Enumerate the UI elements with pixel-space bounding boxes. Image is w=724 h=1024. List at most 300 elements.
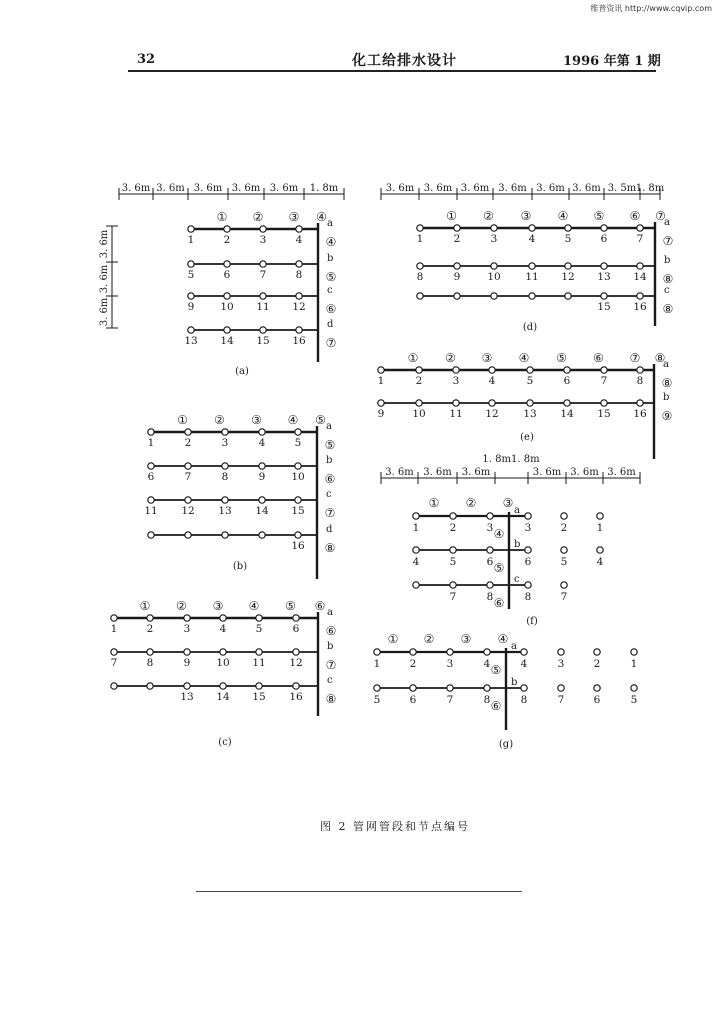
segment-number: ② bbox=[445, 351, 456, 365]
pipe-node bbox=[148, 497, 154, 503]
node-number: 9 bbox=[453, 271, 461, 283]
node-number: 12 bbox=[289, 657, 303, 669]
pipe-node bbox=[637, 367, 643, 373]
segment-number: ② bbox=[252, 210, 264, 224]
node-number: 5 bbox=[560, 556, 568, 568]
node-number: 10 bbox=[220, 301, 234, 313]
node-number: 14 bbox=[216, 691, 230, 703]
segment-number: ④ bbox=[287, 413, 299, 427]
pipe-node bbox=[417, 293, 423, 299]
pipe-node bbox=[259, 532, 265, 538]
dimension-label: 3. 6m bbox=[121, 183, 151, 194]
node-number: 4 bbox=[219, 623, 227, 635]
segment-number: ⑦ bbox=[629, 351, 641, 365]
node-number: 15 bbox=[256, 335, 270, 347]
pipe-node bbox=[527, 367, 533, 373]
segment-number: ⑤ bbox=[285, 599, 296, 613]
diagram-label: (d) bbox=[522, 322, 538, 333]
pipe-node bbox=[601, 263, 607, 269]
node-number: 7 bbox=[259, 269, 267, 281]
node-number: 15 bbox=[291, 505, 305, 517]
pipe-node bbox=[631, 649, 637, 655]
pipe-node bbox=[220, 649, 226, 655]
pipe-node bbox=[378, 367, 384, 373]
pipe-node bbox=[256, 615, 262, 621]
node-number: 16 bbox=[289, 691, 303, 703]
diagram-label: (g) bbox=[498, 739, 514, 750]
dimension-label: 3. 6m bbox=[423, 467, 452, 478]
node-number: 2 bbox=[560, 522, 568, 534]
pipe-node bbox=[454, 263, 460, 269]
bottom-rule bbox=[196, 891, 522, 892]
pipe-node bbox=[147, 649, 153, 655]
node-number: 9 bbox=[187, 301, 195, 313]
pipe-node bbox=[564, 367, 570, 373]
node-number: 16 bbox=[633, 301, 647, 313]
dimension-label: 3. 6m bbox=[231, 183, 261, 194]
pipe-node bbox=[147, 615, 153, 621]
node-number: 1 bbox=[373, 658, 381, 670]
diagram-b bbox=[144, 413, 335, 579]
dimension-label: 3. 6m bbox=[193, 183, 223, 194]
pipe-node bbox=[256, 683, 262, 689]
node-number: 1 bbox=[630, 658, 638, 670]
riser-segment-number: ⑧ bbox=[662, 272, 674, 286]
pipe-node bbox=[637, 293, 643, 299]
pipe-node bbox=[453, 367, 459, 373]
node-number: 10 bbox=[291, 471, 305, 483]
segment-number: ⑤ bbox=[593, 209, 605, 223]
riser-segment-number: ⑥ bbox=[493, 596, 505, 610]
node-number: 13 bbox=[184, 335, 198, 347]
node-number: 3 bbox=[446, 658, 454, 670]
pipe-node bbox=[565, 293, 571, 299]
junction-letter: a bbox=[327, 607, 333, 618]
dimension-label: 3. 6m bbox=[385, 183, 415, 194]
pipe-node bbox=[594, 685, 600, 691]
dimension-label: 3. 6m bbox=[269, 183, 299, 194]
segment-number: ④ bbox=[316, 210, 327, 224]
diagram-e bbox=[378, 351, 673, 459]
segment-number: ④ bbox=[497, 632, 509, 646]
pipe-node bbox=[185, 429, 191, 435]
pipe-node bbox=[293, 649, 299, 655]
pipe-node bbox=[188, 226, 194, 232]
pipe-node bbox=[521, 649, 527, 655]
pipe-node bbox=[222, 497, 228, 503]
node-number: 11 bbox=[144, 505, 158, 517]
dimension-label: 3. 6m bbox=[460, 183, 490, 194]
node-number: 7 bbox=[184, 471, 192, 483]
pipe-node bbox=[220, 683, 226, 689]
pipe-node bbox=[378, 400, 384, 406]
node-number: 5 bbox=[255, 623, 263, 635]
pipe-node bbox=[222, 463, 228, 469]
dimension-label: 3. 6m bbox=[423, 183, 453, 194]
node-number: 6 bbox=[409, 694, 417, 706]
node-number: 4 bbox=[412, 556, 420, 568]
diagram-g bbox=[374, 632, 638, 750]
node-number: 6 bbox=[223, 269, 231, 281]
segment-number: ⑥ bbox=[593, 351, 604, 365]
dimension-label: 3. 6m bbox=[532, 467, 562, 478]
pipe-node bbox=[489, 400, 495, 406]
pipe-node bbox=[111, 615, 117, 621]
dimension-label: 3. 6m bbox=[385, 467, 414, 478]
node-number: 5 bbox=[564, 233, 572, 245]
node-number: 3 bbox=[486, 522, 494, 534]
segment-number: ② bbox=[176, 599, 187, 613]
pipe-node bbox=[148, 532, 154, 538]
pipe-node bbox=[529, 293, 535, 299]
node-number: 4 bbox=[258, 437, 266, 449]
node-number: 2 bbox=[223, 234, 231, 246]
node-number: 8 bbox=[520, 694, 528, 706]
node-number: 13 bbox=[523, 408, 537, 420]
pipe-node bbox=[558, 649, 564, 655]
node-number: 6 bbox=[524, 556, 532, 568]
node-number: 7 bbox=[600, 375, 608, 387]
node-number: 2 bbox=[415, 375, 423, 387]
diagram-c bbox=[111, 599, 337, 748]
pipe-node bbox=[256, 649, 262, 655]
segment-number: ④ bbox=[518, 351, 530, 365]
node-number: 16 bbox=[292, 335, 306, 347]
node-number: 1 bbox=[147, 437, 155, 449]
node-number: 4 bbox=[528, 233, 536, 245]
pipe-node bbox=[491, 225, 497, 231]
pipe-node bbox=[484, 649, 490, 655]
node-number: 6 bbox=[147, 471, 155, 483]
junction-letter: b bbox=[511, 677, 518, 688]
junction-letter: c bbox=[327, 285, 333, 296]
pipe-node bbox=[447, 685, 453, 691]
pipe-node bbox=[521, 685, 527, 691]
segment-number: ③ bbox=[251, 413, 262, 427]
pipe-node bbox=[260, 226, 266, 232]
node-number: 3 bbox=[490, 233, 498, 245]
node-number: 12 bbox=[292, 301, 306, 313]
node-number: 14 bbox=[255, 505, 269, 517]
node-number: 2 bbox=[184, 437, 192, 449]
node-number: 12 bbox=[561, 271, 575, 283]
pipe-node bbox=[637, 225, 643, 231]
pipe-node bbox=[374, 685, 380, 691]
pipe-node bbox=[148, 463, 154, 469]
pipe-node bbox=[561, 582, 567, 588]
node-number: 8 bbox=[221, 471, 229, 483]
pipe-node bbox=[224, 293, 230, 299]
node-number: 2 bbox=[449, 522, 457, 534]
segment-number: ⑤ bbox=[315, 413, 326, 427]
node-number: 6 bbox=[600, 233, 608, 245]
pipe-node bbox=[561, 547, 567, 553]
vertical-dimension-label: 3. 6m bbox=[99, 229, 110, 259]
pipe-node bbox=[147, 683, 153, 689]
node-number: 10 bbox=[412, 408, 426, 420]
node-number: 9 bbox=[183, 657, 191, 669]
pipe-node bbox=[296, 261, 302, 267]
junction-letter: c bbox=[664, 285, 670, 296]
pipe-node bbox=[487, 547, 493, 553]
node-number: 4 bbox=[483, 658, 491, 670]
pipe-node bbox=[111, 683, 117, 689]
pipe-node bbox=[184, 649, 190, 655]
pipe-node bbox=[224, 261, 230, 267]
riser-segment-number: ⑥ bbox=[490, 699, 502, 713]
node-number: 13 bbox=[218, 505, 232, 517]
node-number: 6 bbox=[292, 623, 300, 635]
node-number: 7 bbox=[560, 591, 568, 603]
node-number: 3 bbox=[259, 234, 267, 246]
pipe-node bbox=[454, 293, 460, 299]
segment-number: ① bbox=[216, 210, 228, 224]
pipe-node bbox=[184, 683, 190, 689]
junction-letter: b bbox=[326, 455, 333, 466]
issue-label: 1996 年第 1 期 bbox=[563, 54, 661, 69]
pipe-node bbox=[487, 582, 493, 588]
node-number: 11 bbox=[256, 301, 270, 313]
pipe-node bbox=[484, 685, 490, 691]
node-number: 10 bbox=[487, 271, 501, 283]
node-number: 1 bbox=[110, 623, 118, 635]
junction-letter: a bbox=[663, 359, 669, 370]
figure-caption: 图 2 管网管段和节点编号 bbox=[320, 820, 470, 833]
pipe-node bbox=[111, 649, 117, 655]
riser-segment-number: ⑤ bbox=[325, 270, 337, 284]
segment-number: ① bbox=[387, 632, 399, 646]
journal-title: 化工给排水设计 bbox=[352, 53, 457, 69]
node-number: 4 bbox=[488, 375, 496, 387]
pipe-node bbox=[416, 367, 422, 373]
segment-number: ① bbox=[446, 209, 457, 223]
pipe-node bbox=[188, 327, 194, 333]
vertical-dimension-label: 3. 6m bbox=[99, 297, 110, 327]
pipe-node bbox=[417, 263, 423, 269]
segment-number: ⑧ bbox=[654, 351, 666, 365]
node-number: 15 bbox=[252, 691, 266, 703]
vertical-dimension-label: 3. 6m bbox=[99, 264, 110, 294]
riser-segment-number: ⑧ bbox=[661, 376, 673, 390]
node-number: 5 bbox=[630, 694, 638, 706]
pipe-node bbox=[491, 263, 497, 269]
segment-number: ④ bbox=[557, 209, 569, 223]
pipe-node bbox=[637, 400, 643, 406]
node-number: 4 bbox=[295, 234, 303, 246]
pipe-node bbox=[601, 400, 607, 406]
pipe-node bbox=[564, 400, 570, 406]
pipe-node bbox=[601, 225, 607, 231]
node-number: 3 bbox=[183, 623, 191, 635]
junction-letter: d bbox=[326, 524, 333, 535]
pipe-node bbox=[565, 263, 571, 269]
pipe-node bbox=[454, 225, 460, 231]
pipe-node bbox=[222, 532, 228, 538]
dimension-label: 3. 6m bbox=[570, 467, 599, 478]
pipe-node bbox=[491, 293, 497, 299]
pipe-node bbox=[293, 615, 299, 621]
segment-number: ⑦ bbox=[655, 209, 666, 223]
pipe-node bbox=[148, 429, 154, 435]
node-number: 14 bbox=[633, 271, 647, 283]
pipe-node bbox=[413, 547, 419, 553]
node-number: 11 bbox=[449, 408, 463, 420]
node-number: 7 bbox=[449, 591, 457, 603]
node-number: 3 bbox=[557, 658, 565, 670]
pipe-node bbox=[450, 513, 456, 519]
pipe-node bbox=[259, 463, 265, 469]
segment-number: ② bbox=[483, 209, 494, 223]
node-number: 2 bbox=[453, 233, 461, 245]
segment-number: ④ bbox=[248, 599, 260, 613]
node-number: 5 bbox=[373, 694, 381, 706]
node-number: 9 bbox=[377, 408, 385, 420]
segment-number: ② bbox=[465, 496, 477, 510]
node-number: 13 bbox=[597, 271, 611, 283]
diagram-label: (b) bbox=[232, 561, 248, 572]
pipe-node bbox=[525, 513, 531, 519]
pipe-node bbox=[295, 497, 301, 503]
node-number: 7 bbox=[557, 694, 565, 706]
dimension-label: 3. 6m bbox=[572, 183, 601, 194]
diagram-label: (f) bbox=[526, 616, 538, 627]
pipe-node bbox=[597, 513, 603, 519]
node-number: 12 bbox=[181, 505, 195, 517]
dimension-label: 3. 6m bbox=[607, 467, 636, 478]
pipe-node bbox=[295, 429, 301, 435]
pipe-node bbox=[188, 261, 194, 267]
junction-letter: b bbox=[327, 641, 334, 652]
node-number: 5 bbox=[294, 437, 302, 449]
dimension-label: 3. 5m bbox=[607, 183, 637, 194]
node-number: 5 bbox=[187, 269, 195, 281]
node-number: 13 bbox=[180, 691, 194, 703]
pipe-node bbox=[525, 582, 531, 588]
pipe-node bbox=[447, 649, 453, 655]
node-number: 1 bbox=[187, 234, 195, 246]
pipe-node bbox=[529, 263, 535, 269]
junction-letter: a bbox=[326, 421, 332, 432]
pipe-node bbox=[296, 327, 302, 333]
junction-letter: c bbox=[327, 675, 333, 686]
riser-segment-number: ⑧ bbox=[324, 541, 336, 555]
node-number: 8 bbox=[295, 269, 303, 281]
junction-letter: a bbox=[514, 505, 520, 516]
pipe-node bbox=[260, 327, 266, 333]
junction-letter: b bbox=[327, 253, 334, 264]
pipe-node bbox=[220, 615, 226, 621]
page-number: 32 bbox=[137, 52, 156, 67]
center-dimension-label: 1. 8m1. 8m bbox=[482, 454, 540, 465]
node-number: 2 bbox=[593, 658, 601, 670]
pipe-node bbox=[296, 293, 302, 299]
pipe-node bbox=[527, 400, 533, 406]
node-number: 2 bbox=[146, 623, 154, 635]
node-number: 16 bbox=[291, 540, 305, 552]
segment-number: ⑥ bbox=[314, 599, 326, 613]
node-number: 3 bbox=[452, 375, 460, 387]
segment-number: ③ bbox=[520, 209, 532, 223]
riser-segment-number: ④ bbox=[325, 235, 337, 249]
dimension-label: 3. 6m bbox=[156, 183, 185, 194]
node-number: 5 bbox=[526, 375, 534, 387]
segment-number: ① bbox=[177, 413, 188, 427]
junction-letter: b bbox=[664, 255, 671, 266]
segment-number: ① bbox=[407, 351, 419, 365]
pipe-node bbox=[410, 685, 416, 691]
node-number: 1 bbox=[377, 375, 385, 387]
pipe-node bbox=[637, 263, 643, 269]
node-number: 15 bbox=[597, 408, 611, 420]
dimension-label: 3. 6m bbox=[536, 183, 565, 194]
node-number: 3 bbox=[524, 522, 532, 534]
diagram-label: (c) bbox=[218, 737, 232, 748]
node-number: 8 bbox=[636, 375, 644, 387]
node-number: 12 bbox=[485, 408, 499, 420]
pipe-node bbox=[374, 649, 380, 655]
node-number: 8 bbox=[524, 591, 532, 603]
node-number: 9 bbox=[258, 471, 266, 483]
pipe-node bbox=[260, 261, 266, 267]
riser-segment-number: ⑥ bbox=[325, 302, 337, 316]
junction-letter: c bbox=[326, 489, 332, 500]
riser-segment-number: ⑦ bbox=[325, 658, 337, 672]
node-number: 3 bbox=[221, 437, 229, 449]
node-number: 4 bbox=[520, 658, 528, 670]
node-number: 14 bbox=[560, 408, 574, 420]
pipe-node bbox=[525, 547, 531, 553]
junction-letter: a bbox=[511, 641, 517, 652]
pipe-node bbox=[295, 532, 301, 538]
node-number: 1 bbox=[412, 522, 420, 534]
pipe-node bbox=[489, 367, 495, 373]
junction-letter: a bbox=[327, 218, 333, 229]
node-number: 15 bbox=[597, 301, 611, 313]
pipe-node bbox=[450, 582, 456, 588]
pipe-node bbox=[597, 547, 603, 553]
pipe-node bbox=[413, 582, 419, 588]
pipe-node bbox=[185, 463, 191, 469]
pipe-node bbox=[185, 497, 191, 503]
diagram-d bbox=[381, 183, 673, 333]
pipe-node bbox=[594, 649, 600, 655]
segment-number: ③ bbox=[460, 632, 472, 646]
node-number: 7 bbox=[636, 233, 644, 245]
pipe-node bbox=[224, 327, 230, 333]
pipe-node bbox=[259, 429, 265, 435]
pipe-node bbox=[601, 367, 607, 373]
node-number: 10 bbox=[216, 657, 230, 669]
riser-segment-number: ⑦ bbox=[325, 336, 337, 350]
node-number: 4 bbox=[596, 556, 604, 568]
pipe-node bbox=[416, 400, 422, 406]
junction-letter: b bbox=[663, 392, 670, 403]
pipe-node bbox=[601, 293, 607, 299]
riser-segment-number: ④ bbox=[493, 527, 505, 541]
node-number: 8 bbox=[146, 657, 154, 669]
node-number: 5 bbox=[449, 556, 457, 568]
segment-number: ⑤ bbox=[556, 351, 567, 365]
segment-number: ① bbox=[139, 599, 151, 613]
riser-segment-number: ⑤ bbox=[324, 438, 336, 452]
segment-number: ② bbox=[423, 632, 435, 646]
pipe-node bbox=[293, 683, 299, 689]
segment-number: ① bbox=[428, 496, 440, 510]
pipe-node bbox=[631, 685, 637, 691]
node-number: 16 bbox=[633, 408, 647, 420]
node-number: 11 bbox=[525, 271, 539, 283]
node-number: 8 bbox=[486, 591, 494, 603]
